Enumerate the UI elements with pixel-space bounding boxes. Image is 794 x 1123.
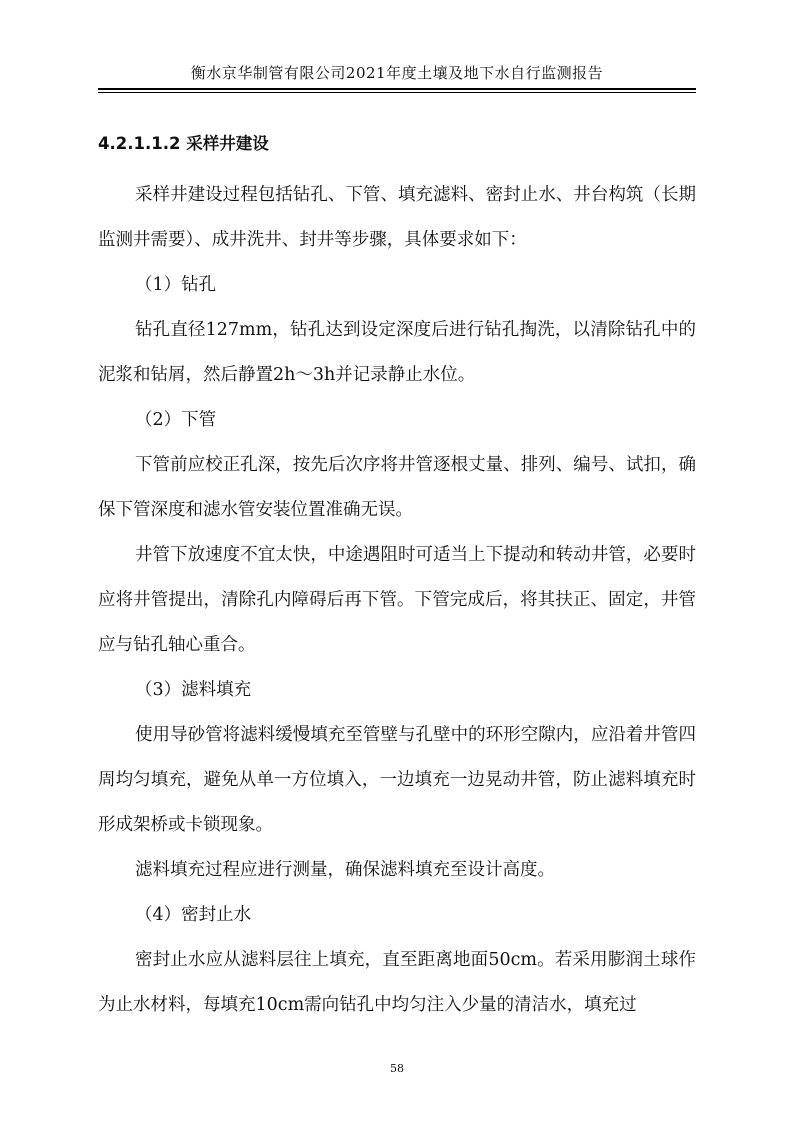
step-title-sealing: （4）密封止水 <box>135 905 252 925</box>
sealing-paragraph: 密封止水应从滤料层往上填充，直至距离地面50cm。若采用膨润土球作为止水材料，每填充10cm需向钻孔中均匀注入少量的清洁水，填充过 <box>98 950 696 1015</box>
page-number: 58 <box>390 1062 404 1075</box>
header-rule-thin <box>98 92 696 93</box>
intro-paragraph: 采样井建设过程包括钻孔、下管、填充滤料、密封止水、井台构筑（长期监测井需要）、成井洗井、封井等步骤，具体要求如下： <box>98 185 696 250</box>
step-title-filter-fill: （3）滤料填充 <box>135 680 252 700</box>
running-header: 衡水京华制管有限公司2021年度土壤及地下水自行监测报告 <box>190 64 604 82</box>
step-title-drilling: （1）钻孔 <box>135 275 217 295</box>
header-rule-thick <box>98 88 696 90</box>
filter-fill-paragraph-1: 使用导砂管将滤料缓慢填充至管壁与孔壁中的环形空隙内，应沿着井管四周均匀填充，避免从单一方位填入，一边填充一边晃动井管，防止滤料填充时形成架桥或卡锁现象。 <box>98 725 696 835</box>
filter-fill-paragraph-2: 滤料填充过程应进行测量，确保滤料填充至设计高度。 <box>135 860 555 880</box>
pipe-install-paragraph-1: 下管前应校正孔深，按先后次序将井管逐根丈量、排列、编号、试扣，确保下管深度和滤水管安装位置准确无误。 <box>98 455 696 520</box>
section-heading: 4.2.1.1.2 采样井建设 <box>98 134 269 153</box>
pipe-install-paragraph-2: 井管下放速度不宜太快，中途遇阻时可适当上下提动和转动井管，必要时应将井管提出，清除孔内障碍后再下管。下管完成后，将其扶正、固定，井管应与钻孔轴心重合。 <box>98 545 696 655</box>
drilling-paragraph: 钻孔直径127mm，钻孔达到设定深度后进行钻孔掏洗，以清除钻孔中的泥浆和钻屑，然后静置2h～3h并记录静止水位。 <box>98 320 696 385</box>
main-content <box>98 128 696 1028</box>
step-title-pipe-install: （2）下管 <box>135 410 217 430</box>
